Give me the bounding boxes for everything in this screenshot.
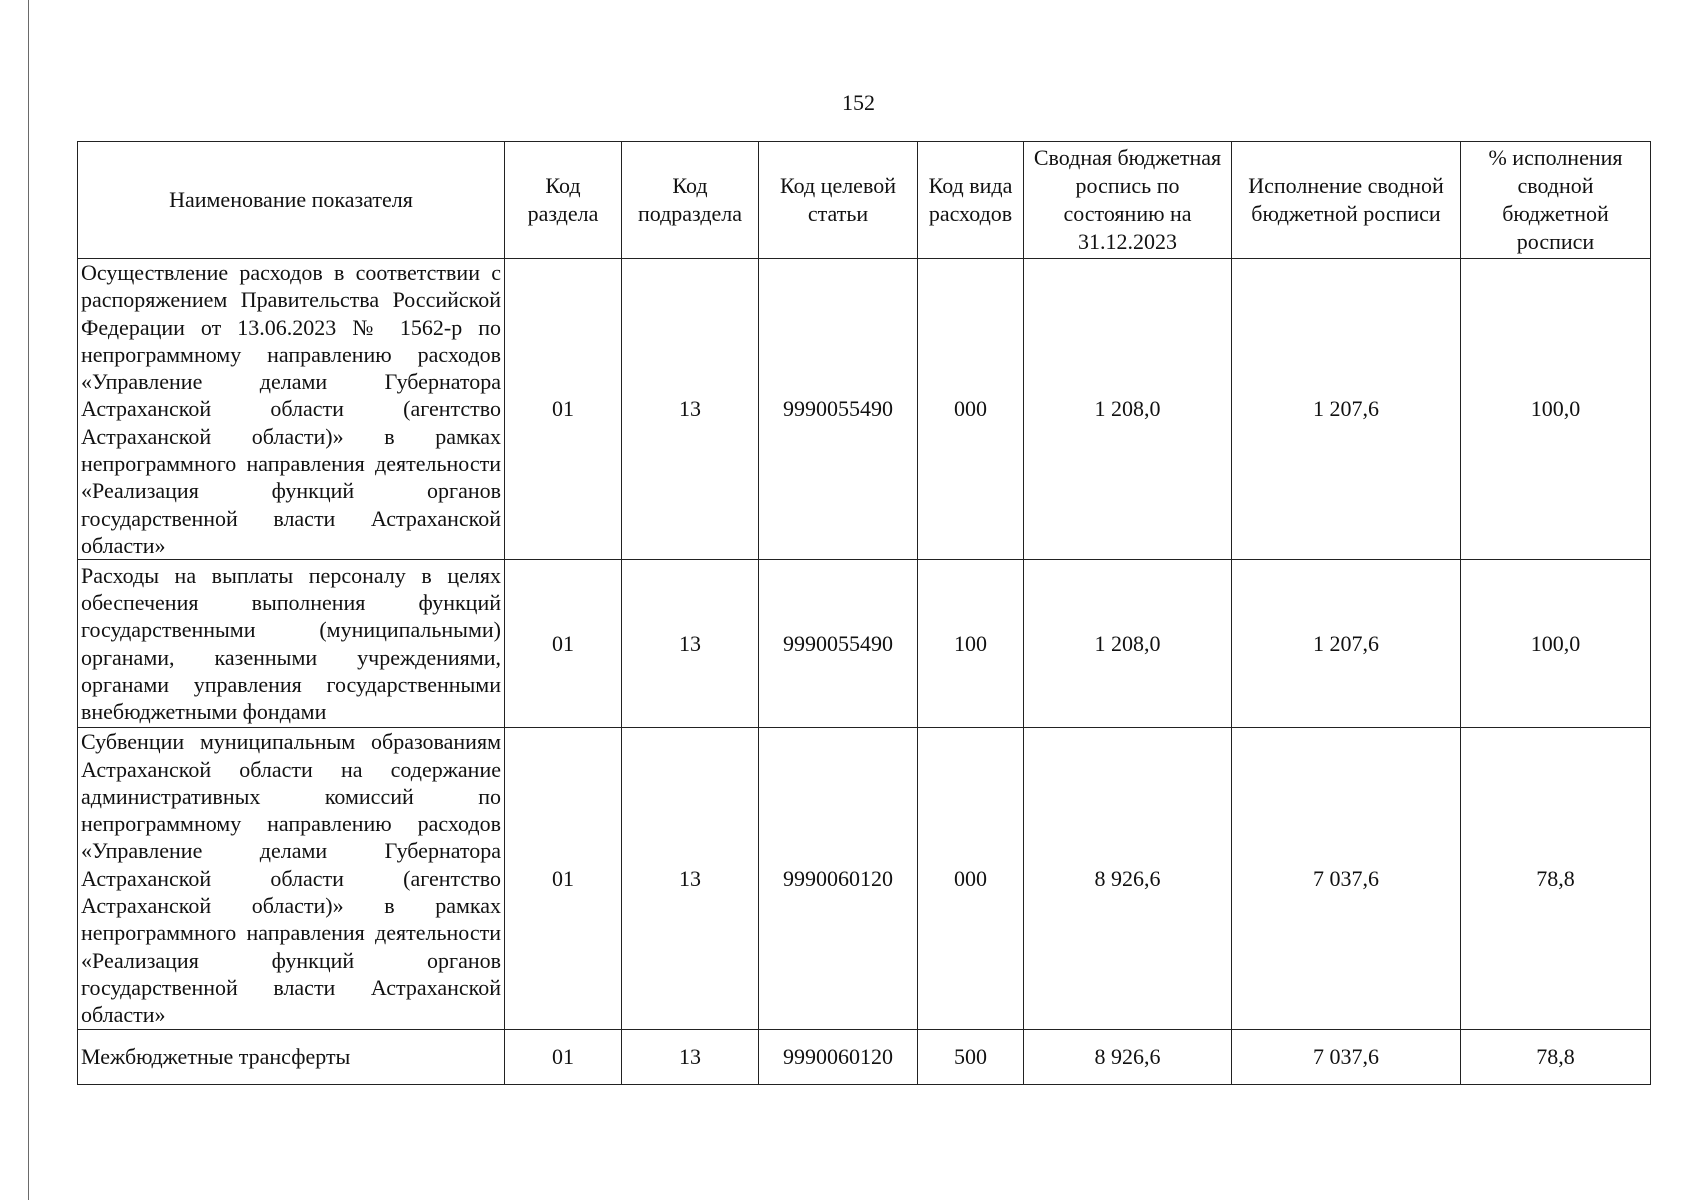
row-pct: 78,8 [1461, 1029, 1651, 1084]
row-pct: 100,0 [1461, 560, 1651, 728]
header-budget-execution: Исполнение сводной бюджетной росписи [1232, 142, 1461, 259]
row-name: Субвенции муниципальным образованиям Астраханской области на содержание административных комиссий по непрограммному направлению расходов «Управление делами Губернатора Астраханской области (агентство Астраханской области)» в рамках непрограммного направления деятельности «Реализация функций органов государственной власти Астраханской области» [78, 728, 505, 1029]
table-row [78, 1029, 1651, 1084]
table-row [78, 560, 1651, 728]
table-row [78, 728, 1651, 1029]
row-subsection: 13 [622, 1029, 759, 1084]
header-subsection-code: Код подраздела [622, 142, 759, 259]
row-target: 9990055490 [759, 560, 918, 728]
header-budget-plan: Сводная бюджетная роспись по состоянию на 31.12.2023 [1024, 142, 1232, 259]
header-row [78, 142, 1651, 259]
row-kind: 500 [918, 1029, 1024, 1084]
row-plan: 1 208,0 [1024, 560, 1232, 728]
header-execution-percent: % исполнения сводной бюджетной росписи [1461, 142, 1651, 259]
row-section: 01 [505, 1029, 622, 1084]
row-name: Межбюджетные трансферты [78, 1029, 505, 1084]
row-kind: 100 [918, 560, 1024, 728]
row-plan: 8 926,6 [1024, 728, 1232, 1029]
row-target: 9990055490 [759, 259, 918, 560]
header-section-code: Код раздела [505, 142, 622, 259]
header-target-code: Код целевой статьи [759, 142, 918, 259]
header-indicator-name: Наименование показателя [78, 142, 505, 259]
table-row [78, 259, 1651, 560]
row-target: 9990060120 [759, 728, 918, 1029]
row-kind: 000 [918, 259, 1024, 560]
row-plan: 1 208,0 [1024, 259, 1232, 560]
row-plan: 8 926,6 [1024, 1029, 1232, 1084]
page-number: 152 [842, 90, 875, 115]
row-section: 01 [505, 259, 622, 560]
row-subsection: 13 [622, 259, 759, 560]
scan-edge-line [28, 0, 29, 1200]
row-subsection: 13 [622, 560, 759, 728]
row-target: 9990060120 [759, 1029, 918, 1084]
row-exec: 7 037,6 [1232, 1029, 1461, 1084]
budget-execution-table [77, 141, 1651, 1085]
row-exec: 1 207,6 [1232, 560, 1461, 728]
row-subsection: 13 [622, 728, 759, 1029]
row-exec: 7 037,6 [1232, 728, 1461, 1029]
row-section: 01 [505, 560, 622, 728]
row-section: 01 [505, 728, 622, 1029]
row-exec: 1 207,6 [1232, 259, 1461, 560]
row-pct: 78,8 [1461, 728, 1651, 1029]
row-pct: 100,0 [1461, 259, 1651, 560]
row-name: Расходы на выплаты персоналу в целях обеспечения выполнения функций государственными (муниципальными) органами, казенными учреждениями, органами управления государственными внебюджетными фондами [78, 560, 505, 728]
row-kind: 000 [918, 728, 1024, 1029]
row-name: Осуществление расходов в соответствии с распоряжением Правительства Российской Федерации от 13.06.2023 № 1562-р по непрограммному направлению расходов «Управление делами Губернатора Астраханской области (агентство Астраханской области)» в рамках непрограммного направления деятельности «Реализация функций органов государственной власти Астраханской области» [78, 259, 505, 560]
header-expense-kind-code: Код вида расходов [918, 142, 1024, 259]
